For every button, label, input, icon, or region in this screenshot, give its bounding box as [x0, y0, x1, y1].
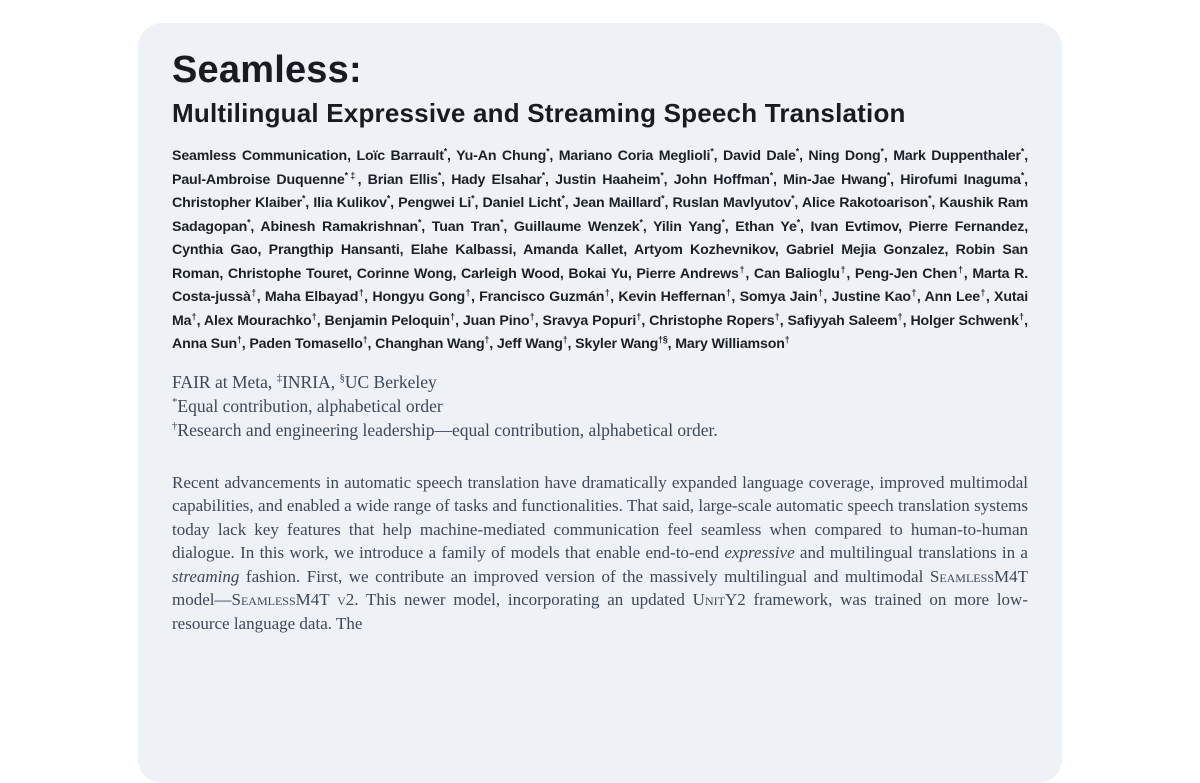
author-superscript-marker: †: [237, 334, 242, 345]
author-superscript-marker: †: [784, 334, 790, 345]
author-name: Guillaume Wenzek*: [513, 216, 643, 235]
author-superscript-marker: *: [880, 146, 884, 157]
footnote-equal-contribution: [172, 394, 1028, 418]
text-segment: streaming: [172, 566, 240, 586]
author-superscript-marker: *: [796, 216, 800, 227]
author-name: Abinesh Ramakrishnan*: [260, 216, 422, 235]
text-segment: Unit: [692, 590, 725, 610]
author-name: Elahe Kalbassi: [410, 242, 513, 258]
author-superscript-marker: *: [418, 216, 422, 227]
author-name: Pierre Andrews†: [636, 263, 746, 282]
author-superscript-marker: †: [636, 310, 642, 321]
author-name: Francisco Guzmán†: [479, 287, 611, 305]
author-superscript-marker: *: [661, 193, 665, 204]
text-segment: fashion. First, we contribute an improved version of the massively multilingual and multimodal: [239, 566, 930, 586]
author-name: Pierre Fernandez: [908, 218, 1025, 235]
author-name: Hongyu Gong†: [372, 287, 471, 305]
text-segment: INRIA,: [282, 371, 340, 392]
author-name: Changhan Wang†: [375, 334, 490, 352]
author-superscript-marker: †: [910, 287, 917, 298]
author-name: Daniel Licht*: [482, 193, 565, 211]
author-name: Marta R. Costa-jussà†: [172, 265, 1029, 305]
author-name: Christophe Ropers†: [649, 310, 780, 329]
author-name: Alex Mourachko†: [203, 310, 317, 329]
paper-card-content: [138, 23, 1062, 636]
affiliations: [172, 370, 1028, 442]
text-segment: expressive: [724, 543, 795, 563]
author-name: Jeff Wang†: [496, 334, 568, 352]
text-segment: and multilingual translations in a: [794, 543, 1028, 563]
author-superscript-marker: †: [484, 334, 490, 345]
affiliation-line: [172, 370, 1028, 394]
author-superscript-marker: †: [604, 287, 611, 298]
author-superscript-marker: †: [529, 310, 535, 321]
footnote-leadership: [172, 418, 1028, 442]
author-name: Justin Haaheim*: [555, 169, 664, 188]
author-name: Hady Elsahar*: [451, 169, 546, 188]
author-name: Safiyyah Saleem†: [787, 310, 903, 329]
author-name: John Hoffman*: [673, 169, 774, 188]
author-name: Skyler Wang†§: [575, 334, 668, 352]
author-name: Ann Lee†: [924, 287, 986, 305]
author-superscript-marker: †: [191, 310, 197, 321]
author-name: Loïc Barrault*: [356, 146, 448, 164]
author-superscript-marker: *: [500, 216, 504, 227]
author-superscript-marker: †: [897, 310, 903, 321]
author-superscript-marker: *: [660, 169, 664, 180]
text-segment: Equal contribution, alphabetical order: [177, 395, 443, 416]
author-name: Paul-Ambroise Duquenne*‡: [172, 169, 358, 188]
author-superscript-marker: *: [1020, 146, 1025, 157]
author-superscript-marker: *: [795, 146, 800, 157]
author-name: Prangthip Hansanti: [268, 242, 400, 258]
author-name: Juan Pino†: [462, 310, 535, 329]
superscript-marker: §: [339, 371, 345, 384]
author-name: Ivan Evtimov: [810, 218, 899, 235]
text-segment: M4T: [295, 590, 338, 610]
author-name: Yilin Yang*: [653, 216, 725, 235]
author-superscript-marker: *: [386, 193, 391, 204]
author-superscript-marker: †: [725, 287, 732, 298]
author-name: Anna Sun†: [172, 334, 242, 352]
author-name: Ethan Ye*: [735, 216, 800, 235]
author-name: Christopher Klaiber*: [172, 193, 306, 211]
text-segment: Seamless: [231, 590, 296, 610]
text-segment: Research and engineering leadership—equal contribution, alphabetical order.: [177, 419, 718, 440]
author-superscript-marker: †: [562, 334, 568, 345]
author-name: Peng-Jen Chen†: [854, 263, 964, 282]
author-name: Amanda Kallet: [523, 242, 624, 258]
author-superscript-marker: †: [774, 310, 780, 321]
author-superscript-marker: †: [738, 263, 746, 274]
paper-title: Seamless:: [172, 49, 362, 91]
author-name: Gabriel Mejia Gonzalez: [786, 242, 945, 258]
author-superscript-marker: *: [471, 193, 475, 204]
author-superscript-marker: *: [886, 169, 891, 180]
author-name: Christophe Touret: [227, 265, 349, 282]
author-superscript-marker: *: [541, 169, 546, 180]
text-segment: Recent advancements in automatic speech translation have dramatically expanded language coverage, improved multimodal capabilities, and enabled a wide range of tasks and functionalities. That said, large-scale automatic speech translation systems today lack key features that help machine-mediated communication feel seamless when compared to human-to-human dialogue. In this work, we introduce a family of models that enable end-to-end: [172, 472, 1028, 563]
author-name: Paden Tomasello†: [249, 334, 368, 352]
author-name: Cynthia Gao: [172, 242, 258, 258]
author-name: Holger Schwenk†: [910, 310, 1025, 329]
author-name: Somya Jain†: [739, 287, 824, 305]
superscript-marker: †: [172, 419, 178, 432]
author-name: Benjamin Peloquin†: [324, 310, 456, 329]
author-name: Mary Williamson†: [675, 334, 790, 352]
author-name: Artyom Kozhevnikov: [633, 242, 775, 258]
author-superscript-marker: †: [979, 287, 986, 298]
text-segment: v2: [337, 590, 355, 610]
author-superscript-marker: †: [465, 287, 471, 298]
author-superscript-marker: †: [362, 334, 368, 345]
author-name: Alice Rakotoarison*: [801, 193, 932, 211]
abstract-paragraph: [172, 471, 1028, 636]
author-name: Ning Dong*: [808, 146, 884, 164]
author-name: Xutai Ma†: [172, 289, 1028, 329]
author-superscript-marker: †: [1018, 310, 1025, 321]
author-name: Mariano Coria Meglioli*: [558, 146, 714, 164]
author-superscript-marker: *‡: [344, 169, 358, 180]
author-superscript-marker: †: [449, 310, 456, 321]
author-name: David Dale*: [722, 146, 800, 164]
author-list: Seamless Communication, Loïc Barrault*, Yu-An Chung*, Mariano Coria Meglioli*, David Dale*, Ning Dong*, Mark Duppenthaler*, Paul-Ambroise Duquenne*‡, Brian Ellis*, Hady Elsahar*, Justin Haaheim*, John Hoffman*, Min-Jae Hwang*, Hirofumi Inaguma*, Christopher Klaiber*, Ilia Kulikov*, Pengwei Li*, Daniel Licht*, Jean Maillard*, Ruslan Mavlyutov*, Alice Rakotoarison*, Kaushik Ram Sadagopan*, Abinesh Ramakrishnan*, Tuan Tran*, Guillaume Wenzek*, Yilin Yang*, Ethan Ye*, Ivan Evtimov, Pierre Fernandez, Cynthia Gao, Prangthip Hansanti, Elahe Kalbassi, Amanda Kallet, Artyom Kozhevnikov, Gabriel Mejia Gonzalez, Robin San Roman, Christophe Touret, Corinne Wong, Carleigh Wood, Bokai Yu, Pierre Andrews†, Can Balioglu†, Peng-Jen Chen†, Marta R. Costa-jussà†, Maha Elbayad†, Hongyu Gong†, Francisco Guzmán†, Kevin Heffernan†, Somya Jain†, Justine Kao†, Ann Lee†, Xutai Ma†, Alex Mourachko†, Benjamin Peloquin†, Juan Pino†, Sravya Popuri†, Christophe Ropers†, Safiyyah Saleem†, Holger Schwenk†, Anna Sun†, Paden Tomasello†, Changhan Wang†, Jeff Wang†, Skyler Wang†§, Mary Williamson†: [172, 146, 1029, 352]
author-name: Ruslan Mavlyutov*: [672, 193, 795, 211]
author-name: Pengwei Li*: [398, 193, 475, 211]
author-superscript-marker: †: [839, 263, 847, 274]
text-segment: M4T model—: [172, 566, 1028, 610]
text-segment: . This newer model, incorporating an updated: [354, 590, 693, 610]
author-superscript-marker: *: [769, 169, 774, 180]
text-segment: Y2 framework, was trained on more low-resource language data. The: [172, 590, 1028, 634]
author-superscript-marker: *: [546, 146, 550, 157]
author-superscript-marker: *: [302, 193, 306, 204]
text-segment: FAIR at Meta,: [172, 371, 277, 392]
text-segment: UC Berkeley: [344, 371, 437, 392]
author-name: Kevin Heffernan†: [618, 287, 732, 305]
author-superscript-marker: *: [247, 216, 251, 227]
author-name: Brian Ellis*: [367, 169, 442, 188]
author-name: Yu-An Chung*: [456, 146, 550, 164]
author-name: Carleigh Wood: [461, 265, 560, 282]
author-superscript-marker: †: [817, 287, 824, 298]
author-superscript-marker: †§: [658, 334, 668, 345]
author-name: Can Balioglu†: [753, 263, 847, 282]
author-superscript-marker: *: [443, 146, 448, 157]
author-superscript-marker: *: [928, 193, 932, 204]
author-superscript-marker: †: [358, 287, 365, 298]
author-name: Seamless Communication: [172, 148, 348, 164]
author-name: Maha Elbayad†: [264, 287, 365, 305]
superscript-marker: *: [172, 395, 178, 408]
author-name: Kaushik Ram Sadagopan*: [172, 195, 1029, 235]
author-superscript-marker: †: [957, 263, 964, 274]
author-name: Hirofumi Inaguma*: [900, 169, 1025, 188]
author-superscript-marker: *: [710, 146, 714, 157]
author-superscript-marker: *: [437, 169, 442, 180]
author-superscript-marker: *: [721, 216, 725, 227]
author-name: Corinne Wong: [356, 265, 453, 282]
author-name: Min-Jae Hwang*: [783, 169, 891, 188]
author-name: Sravya Popuri†: [542, 310, 642, 329]
author-superscript-marker: *: [639, 216, 643, 227]
paper-card: [138, 23, 1062, 783]
author-name: Justine Kao†: [831, 287, 917, 305]
author-name: Mark Duppenthaler*: [893, 146, 1025, 164]
author-name: Tuan Tran*: [431, 216, 504, 235]
author-superscript-marker: †: [250, 287, 257, 298]
author-name: Jean Maillard*: [572, 193, 665, 211]
author-superscript-marker: *: [561, 193, 565, 204]
text-segment: Seamless: [929, 566, 994, 586]
author-superscript-marker: †: [311, 310, 317, 321]
paper-subtitle: Multilingual Expressive and Streaming Speech Translation: [172, 98, 906, 128]
author-name: Bokai Yu: [568, 265, 628, 282]
author-name: Ilia Kulikov*: [313, 193, 391, 211]
author-superscript-marker: *: [1020, 169, 1025, 180]
author-name: Robin San Roman: [172, 242, 1028, 282]
superscript-marker: ‡: [276, 371, 283, 384]
author-superscript-marker: *: [791, 193, 795, 204]
